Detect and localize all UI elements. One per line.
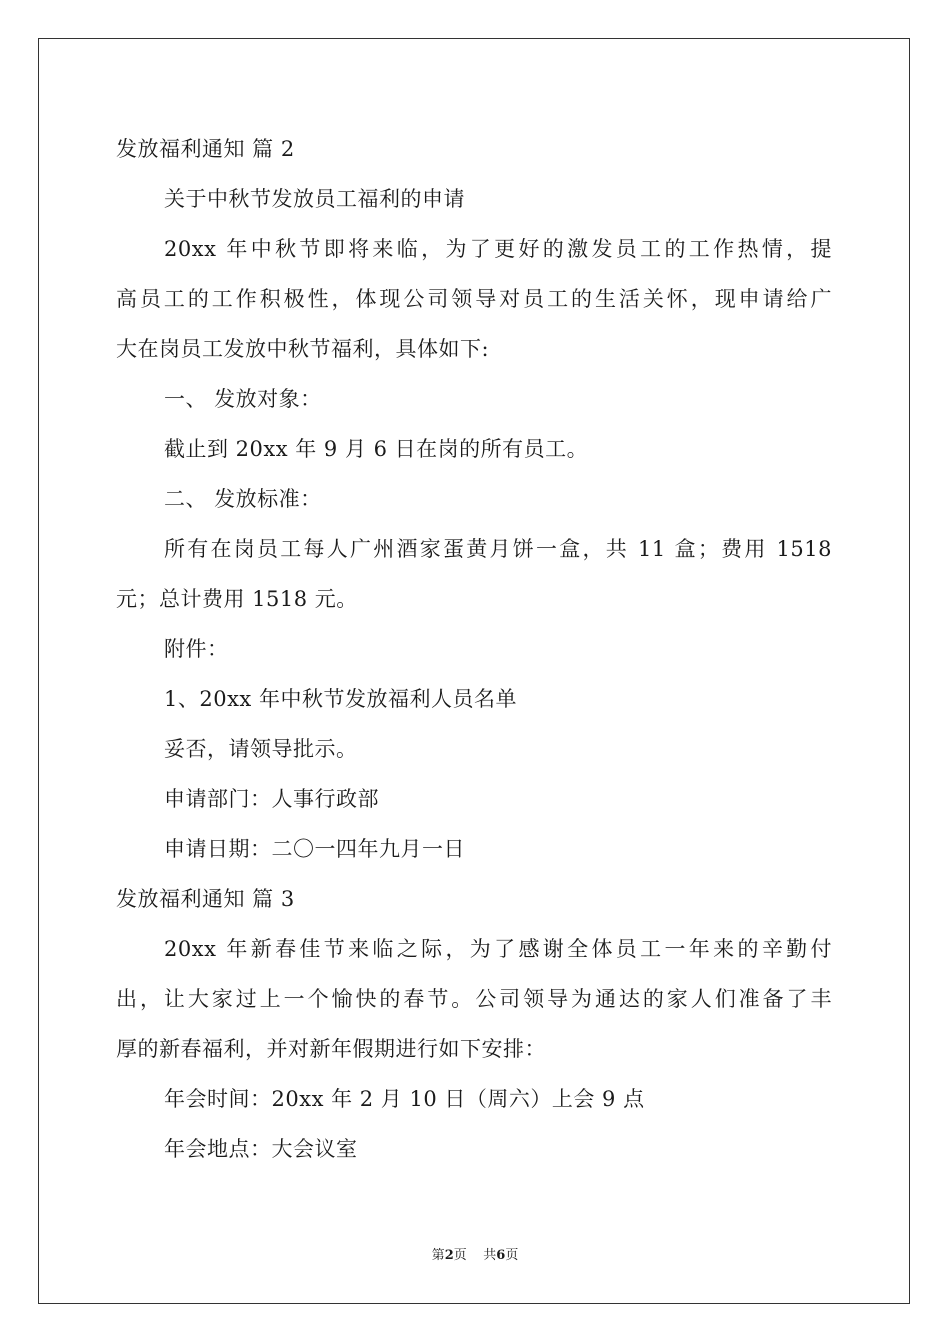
annual-meeting-place: 年会地点：大会议室 [164,1137,358,1161]
approval-request: 妥否，请领导批示。 [164,737,358,761]
application-date: 申请日期：二〇一四年九月一日 [164,837,465,861]
page-footer [0,1246,950,1266]
intro-line-2: 高员工的工作积极性，体现公司领导对员工的生活关怀，现申请给广 [116,287,832,311]
total-page-number: 6 [496,1248,506,1263]
application-title: 关于中秋节发放员工福利的申请 [164,187,465,211]
item-1-text: 截止到 20xx 年 9 月 6 日在岗的所有员工。 [164,437,589,461]
item-2-line-1: 所有在岗员工每人广州酒家蛋黄月饼一盒，共 11 盒；费用 1518 [164,537,832,561]
item-2-label: 二、 发放标准： [164,487,322,511]
section-3-intro-line-1: 20xx 年新春佳节来临之际，为了感谢全体员工一年来的辛勤付 [164,937,832,961]
page-border [38,38,910,1304]
section-3-intro-line-3: 厚的新春福利，并对新年假期进行如下安排： [116,1037,546,1061]
page-suffix: 页 [505,1248,519,1263]
item-2-line-2: 元；总计费用 1518 元。 [116,587,358,611]
annual-meeting-time: 年会时间：20xx 年 2 月 10 日（周六）上会 9 点 [164,1087,645,1111]
intro-line-3: 大在岗员工发放中秋节福利，具体如下: [116,337,490,361]
attachment-label: 附件： [164,637,229,661]
section-3-heading: 发放福利通知 篇 3 [116,887,295,911]
item-1-label: 一、 发放对象： [164,387,322,411]
applying-department: 申请部门：人事行政部 [164,787,379,811]
intro-line-1: 20xx 年中秋节即将来临，为了更好的激发员工的工作热情，提 [164,237,832,261]
section-3-intro-line-2: 出，让大家过上一个愉快的春节。公司领导为通达的家人们准备了丰 [116,987,832,1011]
page-prefix: 第 [431,1248,445,1263]
section-2-heading: 发放福利通知 篇 2 [116,137,295,161]
current-page-number: 2 [444,1248,454,1263]
page-mid: 页 共 [453,1248,497,1263]
attachment-item-1: 1、20xx 年中秋节发放福利人员名单 [164,687,517,711]
